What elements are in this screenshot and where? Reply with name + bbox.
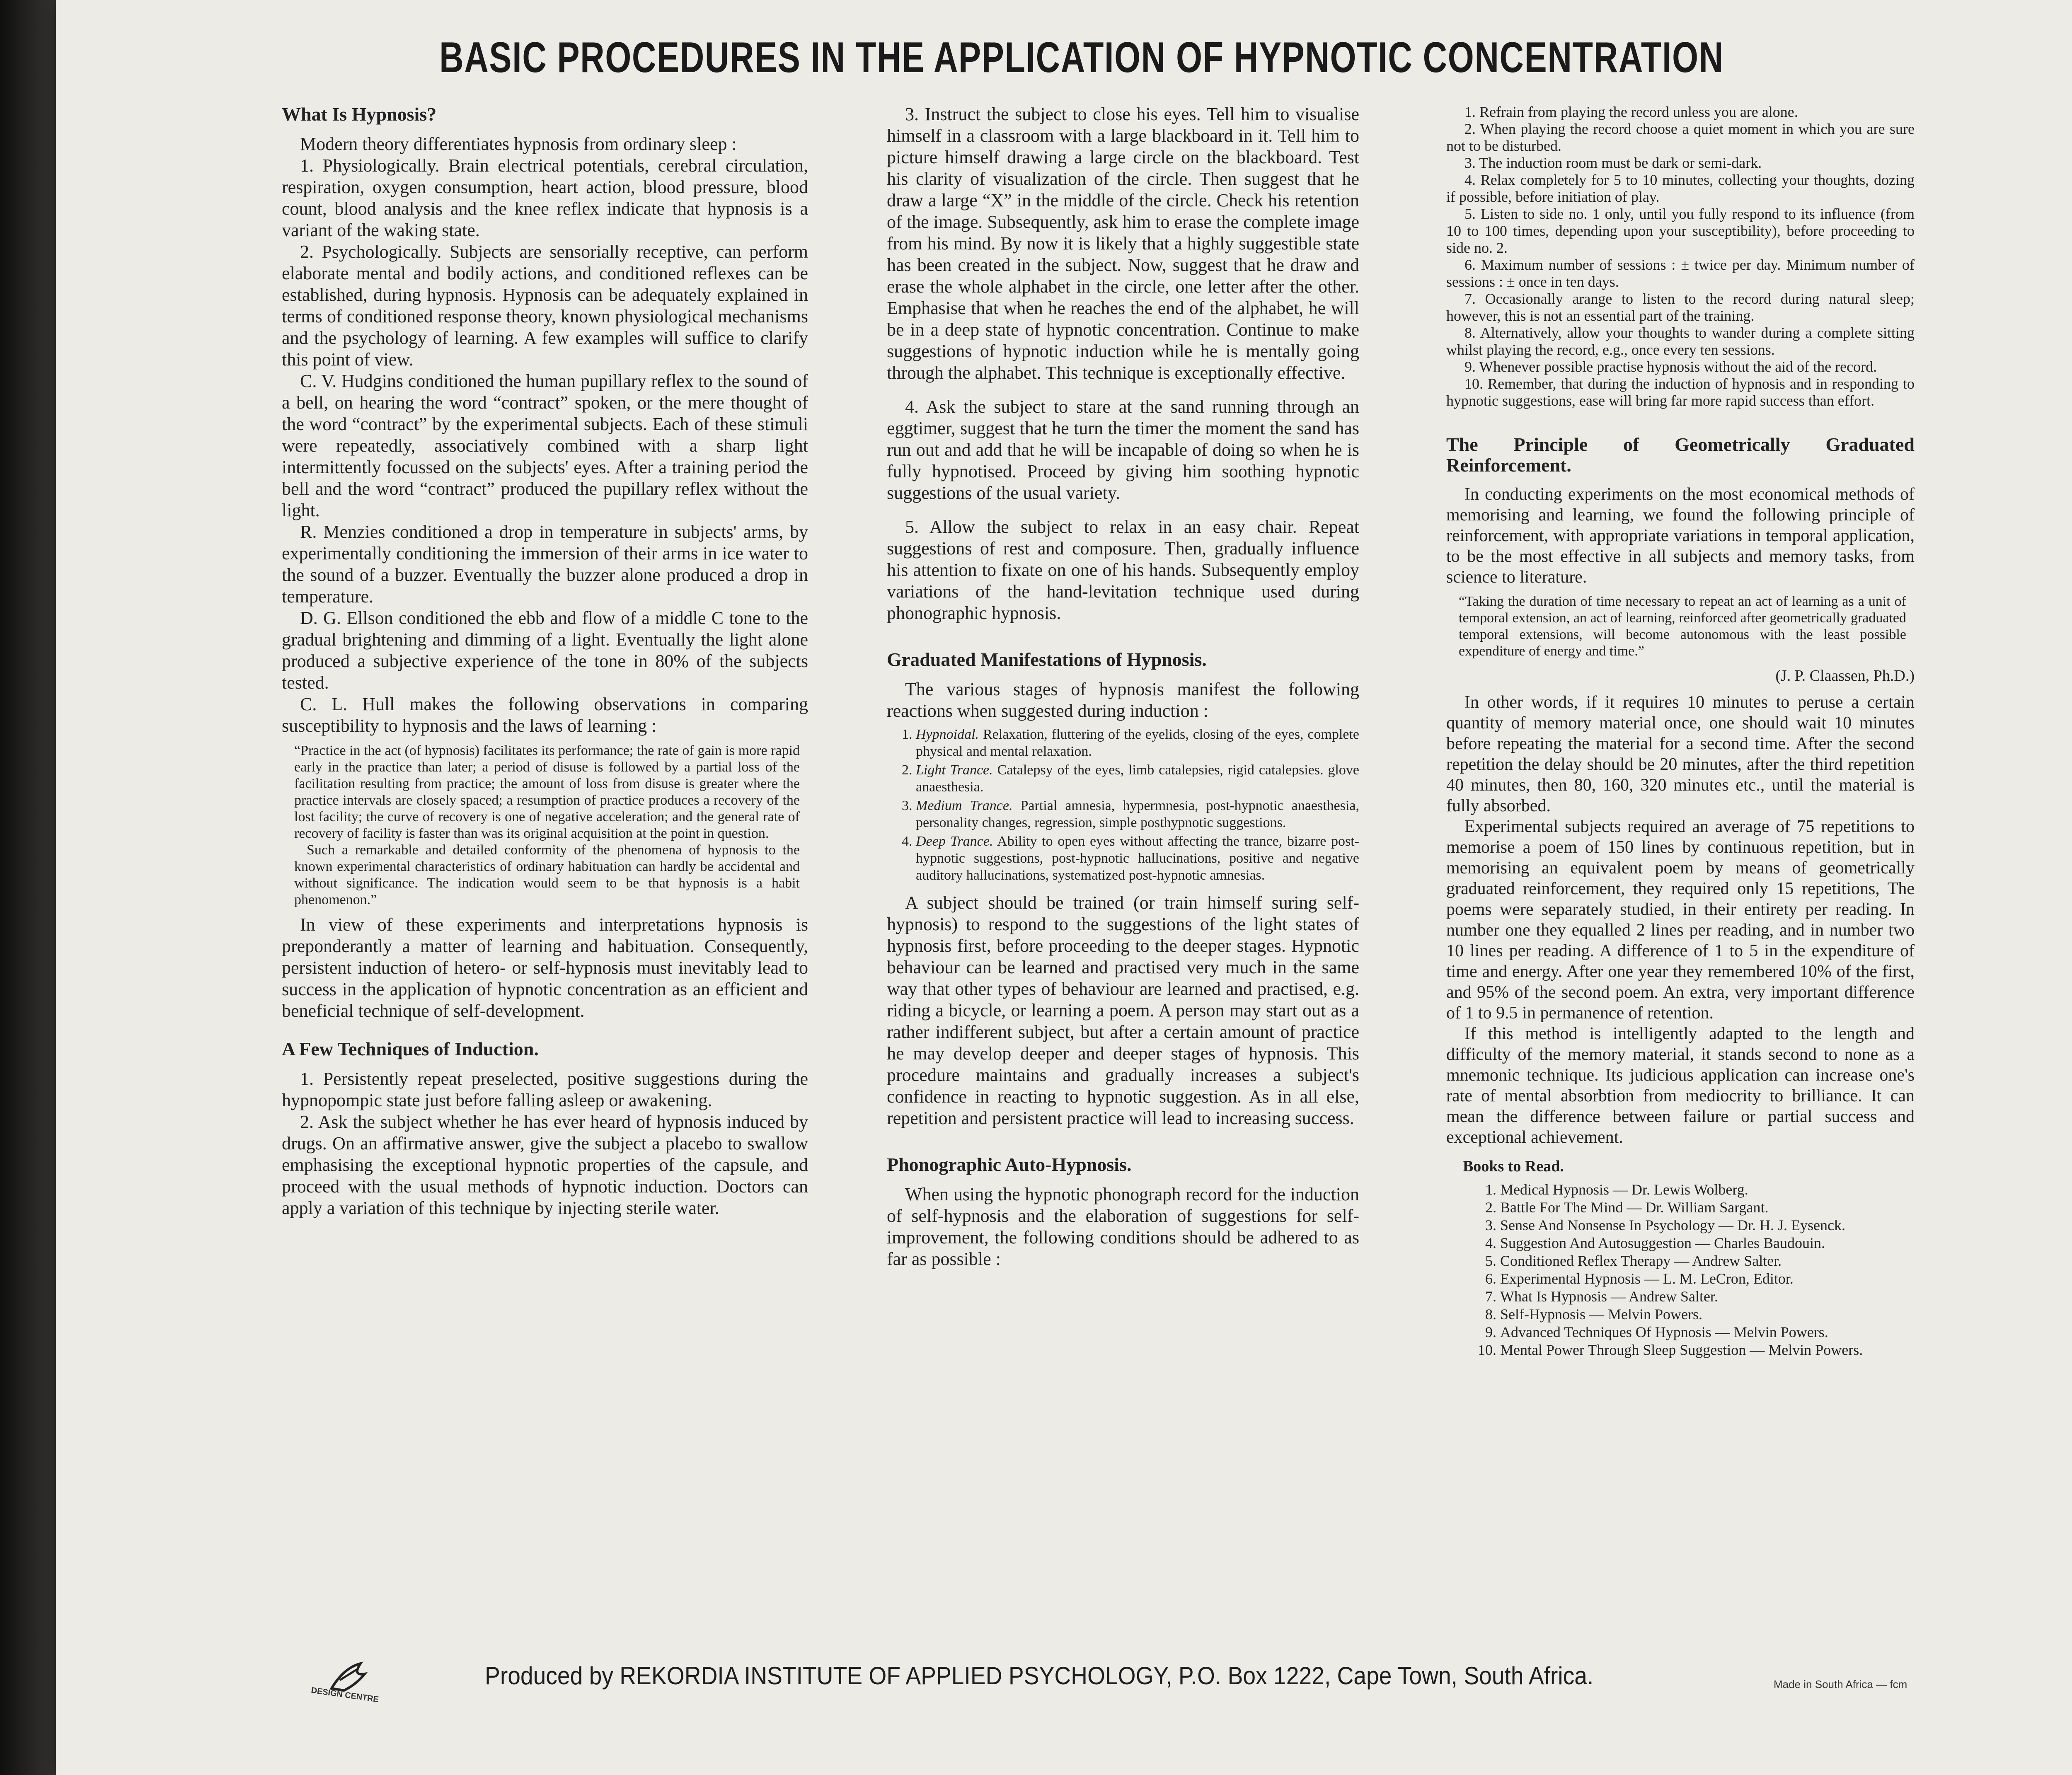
paragraph: When using the hypnotic phonograph record for the induction of self-hypnosis and the elaboration of suggestions for self-improvement, the following conditions should be adhered to as far as possible : [887, 1184, 1359, 1269]
paragraph: 1. Physiologically. Brain electrical potentials, cerebral circulation, respiration, oxygen consumption, heart action, blood pressure, blood count, blood analysis and the knee reflex indicate that hypnosis is a variant of the waking state. [282, 155, 808, 240]
paragraph: If this method is intelligently adapted to the length and difficulty of the memory material, it stands second to none as a mnemonic technique. Its judicious application can increase one's rate of mental absorbtion from mediocrity to brilliance. It can mean the difference between failure or partial success and exceptional achievement. [1446, 1024, 1915, 1147]
paragraph: 3. Instruct the subject to close his eyes. Tell him to visualise himself in a classroom with a large blackboard in it. Tell him to picture himself drawing a large circle on the blackboard. Test his clarity of visualization of the circle. Then suggest that he draw a large “X” in the middle of the circle. Check his retention of the image. Subsequently, ask him to erase the complete image from his mind. By now it is likely that a highly suggestible state has been created in the subject. Now, suggest that he draw and erase the whole alphabet in the circle, one letter after the other. Emphasise that when he reaches the end of the alphabet, he will be in a deep state of hypnotic concentration. Continue to make suggestions of hypnotic induction while he is mentally going through the alphabet. This technique is exceptionally effective. [887, 104, 1359, 383]
stage-name: Deep Trance. [916, 834, 993, 849]
list-item: 7. What Is Hypnosis — Andrew Salter. [1500, 1288, 1915, 1306]
paragraph: C. V. Hudgins conditioned the human pupillary reflex to the sound of a bell, on hearing the word “contract” spoken, or the mere thought of the word “contract” by the experimental subjects. Each of these stimuli were repeatedly, associatively combined with a sharp light intermittently focussed on the subjects' eyes. After a training period the bell and the word “contract” produced the pupillary reflex without the light. [282, 371, 808, 520]
quote-text: “Practice in the act (of hypnosis) facilitates its performance; the rate of gain is more rapid early in the practice than later; a period of disuse is followed by a partial loss of the facilitation resulting from practice; the amount of loss from disuse is greater where the practice intervals are closely spaced; a resumption of practice produces a recovery of the lost facility; the curve of recovery is one of negative acceleration; and the general rate of recovery of facility is faster than was its original acquisition at the point in question. [294, 743, 800, 841]
paragraph: In other words, if it requires 10 minutes to peruse a certain quantity of memory material once, one should wait 10 minutes before repeating the material for a second time. After the second repetition the delay should be 20 minutes, after the third repetition 40 minutes, then 80, 160, 320 minutes etc., until the material is fully absorbed. [1446, 693, 1915, 815]
heading-phonographic: Phonographic Auto-Hypnosis. [887, 1154, 1132, 1175]
stage-name: Hypnoidal. [916, 727, 979, 742]
list-item: 10. Remember, that during the induction of hypnosis and in responding to hypnotic suggestions, ease will bring far more rapid success than effort. [1446, 375, 1915, 409]
stages-list [887, 726, 1359, 884]
list-item: 4. Suggestion And Autosuggestion — Charles Baudouin. [1500, 1234, 1915, 1252]
list-item [916, 726, 1359, 760]
page-title: BASIC PROCEDURES IN THE APPLICATION OF HYPNOTIC CONCENTRATION [439, 34, 1724, 82]
stage-text: Relaxation, fluttering of the eyelids, closing of the eyes, complete physical and mental relaxation. [916, 727, 1359, 759]
paragraph: In conducting experiments on the most economical methods of memorising and learning, we found the following principle of reinforcement, with appropriate variations in temporal application, to be the most effective in all subjects and memory tasks, from science to literature. [1446, 485, 1915, 587]
stage-text: Catalepsy of the eyes, limb catalepsies, rigid catalepsies. glove anaesthesia. [916, 762, 1360, 795]
column-3 [1446, 104, 1915, 1367]
paragraph: 5. Allow the subject to relax in an easy chair. Repeat suggestions of rest and composure. Then, gradually influence his attention to fixate on one of his hands. Subsequently employ variations of the hand-levitation technique used during phonographic hypnosis. [887, 517, 1359, 623]
column-2 [887, 104, 1359, 1270]
quote-text: Such a remarkable and detailed conformity of the phenomena of hypnosis to the known experimental characteristics of ordinary habituation can hardly be accidental and without significance. The indication would seem to be that hypnosis is a habit phenomenon.” [294, 842, 800, 907]
paragraph: R. Menzies conditioned a drop in temperature in subjects' arms, by experimentally conditioning the immersion of their arms in ice water to the sound of a buzzer. Eventually the buzzer alone produced a drop in temperature. [282, 522, 808, 607]
list-item: 7. Occasionally arange to listen to the record during natural sleep; however, this is not an essential part of the training. [1446, 290, 1915, 324]
background-left [0, 0, 62, 1775]
list-item [916, 797, 1359, 831]
list-item: 5. Listen to side no. 1 only, until you fully respond to its influence (from 10 to 100 times, depending upon your susceptibility), before proceeding to side no. 2. [1446, 206, 1915, 256]
heading-techniques: A Few Techniques of Induction. [282, 1038, 539, 1059]
list-item: 8. Self-Hypnosis — Melvin Powers. [1500, 1306, 1915, 1323]
paragraph: D. G. Ellson conditioned the ebb and flow of a middle C tone to the gradual brightening and dimming of a light. Eventually the light alone produced a subjective experience of the tone in 80% of the subjects tested. [282, 608, 808, 693]
paragraph: A subject should be trained (or train himself suring self-hypnosis) to respond to the suggestions of the light states of hypnosis first, before proceeding to the deeper stages. Hypnotic behaviour can be learned and practised very much in the same way that other types of behaviour are learned and practised, e.g. riding a bicycle, or learning a poem. A person may start out as a rather indifferent subject, but after a certain amount of practice he may develop deeper and deeper stages of hypnosis. This procedure maintains and gradually increases a subject's confidence in reacting to hypnotic suggestion. As in all else, repetition and persistent practice will lead to increasing success. [887, 892, 1359, 1128]
paragraph: 2. Ask the subject whether he has ever heard of hypnosis induced by drugs. On an affirmative answer, give the subject a placebo to swallow emphasising the exceptional hypnotic properties of the capsule, and proceed with the usual methods of hypnotic induction. Doctors can apply a variation of this technique by injecting sterile water. [282, 1112, 808, 1218]
books-heading: Books to Read. [1463, 1158, 1564, 1175]
list-item: 3. The induction room must be dark or semi-dark. [1464, 155, 1762, 171]
list-item [916, 833, 1359, 884]
claassen-quote [1446, 593, 1915, 660]
paragraph: 1. Persistently repeat preselected, positive suggestions during the hypnopompic state just before falling asleep or awakening. [282, 1069, 808, 1110]
quote-text: “Taking the duration of time necessary to repeat an act of learning as a unit of temporal extension, an act of learning, reinforced after geometrically graduated temporal extensions, will become autonomous with the least possible expenditure of energy and time.” [1459, 594, 1906, 659]
list-item: 2. Battle For The Mind — Dr. William Sargant. [1500, 1199, 1915, 1216]
rules-list [1446, 104, 1915, 409]
list-item: 4. Relax completely for 5 to 10 minutes, collecting your thoughts, dozing if possible, before initiation of play. [1446, 172, 1915, 205]
list-item: 6. Maximum number of sessions : ± twice per day. Minimum number of sessions : ± once in ten days. [1446, 256, 1915, 290]
footer-produced-by: Produced by REKORDIA INSTITUTE OF APPLIED PSYCHOLOGY, P.O. Box 1222, Cape Town, South Africa. [485, 1662, 1594, 1690]
list-item: 1. Medical Hypnosis — Dr. Lewis Wolberg. [1500, 1181, 1915, 1199]
paragraph: Modern theory differentiates hypnosis from ordinary sleep : [300, 134, 737, 154]
paragraph: C. L. Hull makes the following observations in comparing susceptibility to hypnosis and the laws of learning : [282, 694, 808, 736]
heading-what-is-hypnosis: What Is Hypnosis? [282, 104, 437, 125]
list-item [916, 762, 1359, 796]
books-list [1446, 1181, 1915, 1359]
heading-principle: The Principle of Geometrically Graduated Reinforcement. [1446, 434, 1915, 476]
heading-graduated-manifestations: Graduated Manifestations of Hypnosis. [887, 649, 1207, 670]
paragraph: 4. Ask the subject to stare at the sand running through an eggtimer, suggest that he turn the timer the moment the sand has run out and add that he will be incapable of doing so when he is fully hypnotised. Proceed by giving him soothing hypnotic suggestions of the usual variety. [887, 397, 1359, 503]
hull-quote [282, 742, 808, 908]
list-item: 6. Experimental Hypnosis — L. M. LeCron, Editor. [1500, 1270, 1915, 1288]
paragraph: Experimental subjects required an average of 75 repetitions to memorise a poem of 150 lines by continuous repetition, but in memorising an equivalent poem by means of geometrically graduated reinforcement, they required only 15 repetitions, The poems were separately studied, in their entirety per reading. In number one they equalled 2 lines per reading, and in number two 10 lines per reading. A difference of 1 to 5 in the expenditure of time and energy. After one year they remembered 10% of the first, and 95% of the second poem. An extra, very important difference of 1 to 9.5 in permanence of retention. [1446, 817, 1915, 1023]
list-item: 9. Whenever possible practise hypnosis without the aid of the record. [1464, 358, 1877, 375]
footer-made-in: Made in South Africa — fcm [1774, 1678, 1907, 1690]
stage-text: Partial amnesia, hypermnesia, post-hypnotic anaesthesia, personality changes, regression, simple posthypnotic suggestions. [916, 798, 1359, 830]
list-item: 2. When playing the record choose a quiet moment in which you are sure not to be disturbed. [1446, 121, 1915, 154]
quote-attribution: (J. P. Claassen, Ph.D.) [1775, 667, 1915, 684]
column-1 [282, 104, 808, 1219]
stage-name: Medium Trance. [916, 798, 1013, 813]
paragraph: 2. Psychologically. Subjects are sensorially receptive, can perform elaborate mental and bodily actions, and conditioned reflexes can be established, during hypnosis. Hypnosis can be adequately explained in terms of conditioned response theory, known physiological mechanisms and the psychology of learning. A few examples will suffice to clarify this point of view. [282, 242, 808, 370]
list-item: 10. Mental Power Through Sleep Suggestion — Melvin Powers. [1500, 1341, 1915, 1359]
paragraph: In view of these experiments and interpretations hypnosis is preponderantly a matter of learning and habituation. Consequently, persistent induction of hetero- or self-hypnosis must inevitably lead to success in the application of hypnotic concentration as an efficient and beneficial technique of self-development. [282, 914, 808, 1021]
logo-text: DESIGN CENTRE [310, 1686, 380, 1705]
list-item: 8. Alternatively, allow your thoughts to wander during a complete sitting whilst playing the record, e.g., once every ten sessions. [1446, 324, 1915, 358]
list-item: 9. Advanced Techniques Of Hypnosis — Melvin Powers. [1500, 1323, 1915, 1341]
paragraph: The various stages of hypnosis manifest the following reactions when suggested during induction : [887, 679, 1359, 721]
list-item: 5. Conditioned Reflex Therapy — Andrew Salter. [1500, 1252, 1915, 1270]
stage-text: Ability to open eyes without affecting the trance, bizarre post-hypnotic suggestions, post-hypnotic hallucinations, positive and negative auditory hallucinations, systematized post-hypnotic amnesias. [916, 834, 1359, 883]
stage-name: Light Trance. [916, 762, 993, 778]
list-item: 3. Sense And Nonsense In Psychology — Dr. H. J. Eysenck. [1500, 1216, 1915, 1234]
list-item: 1. Refrain from playing the record unless you are alone. [1464, 104, 1798, 120]
